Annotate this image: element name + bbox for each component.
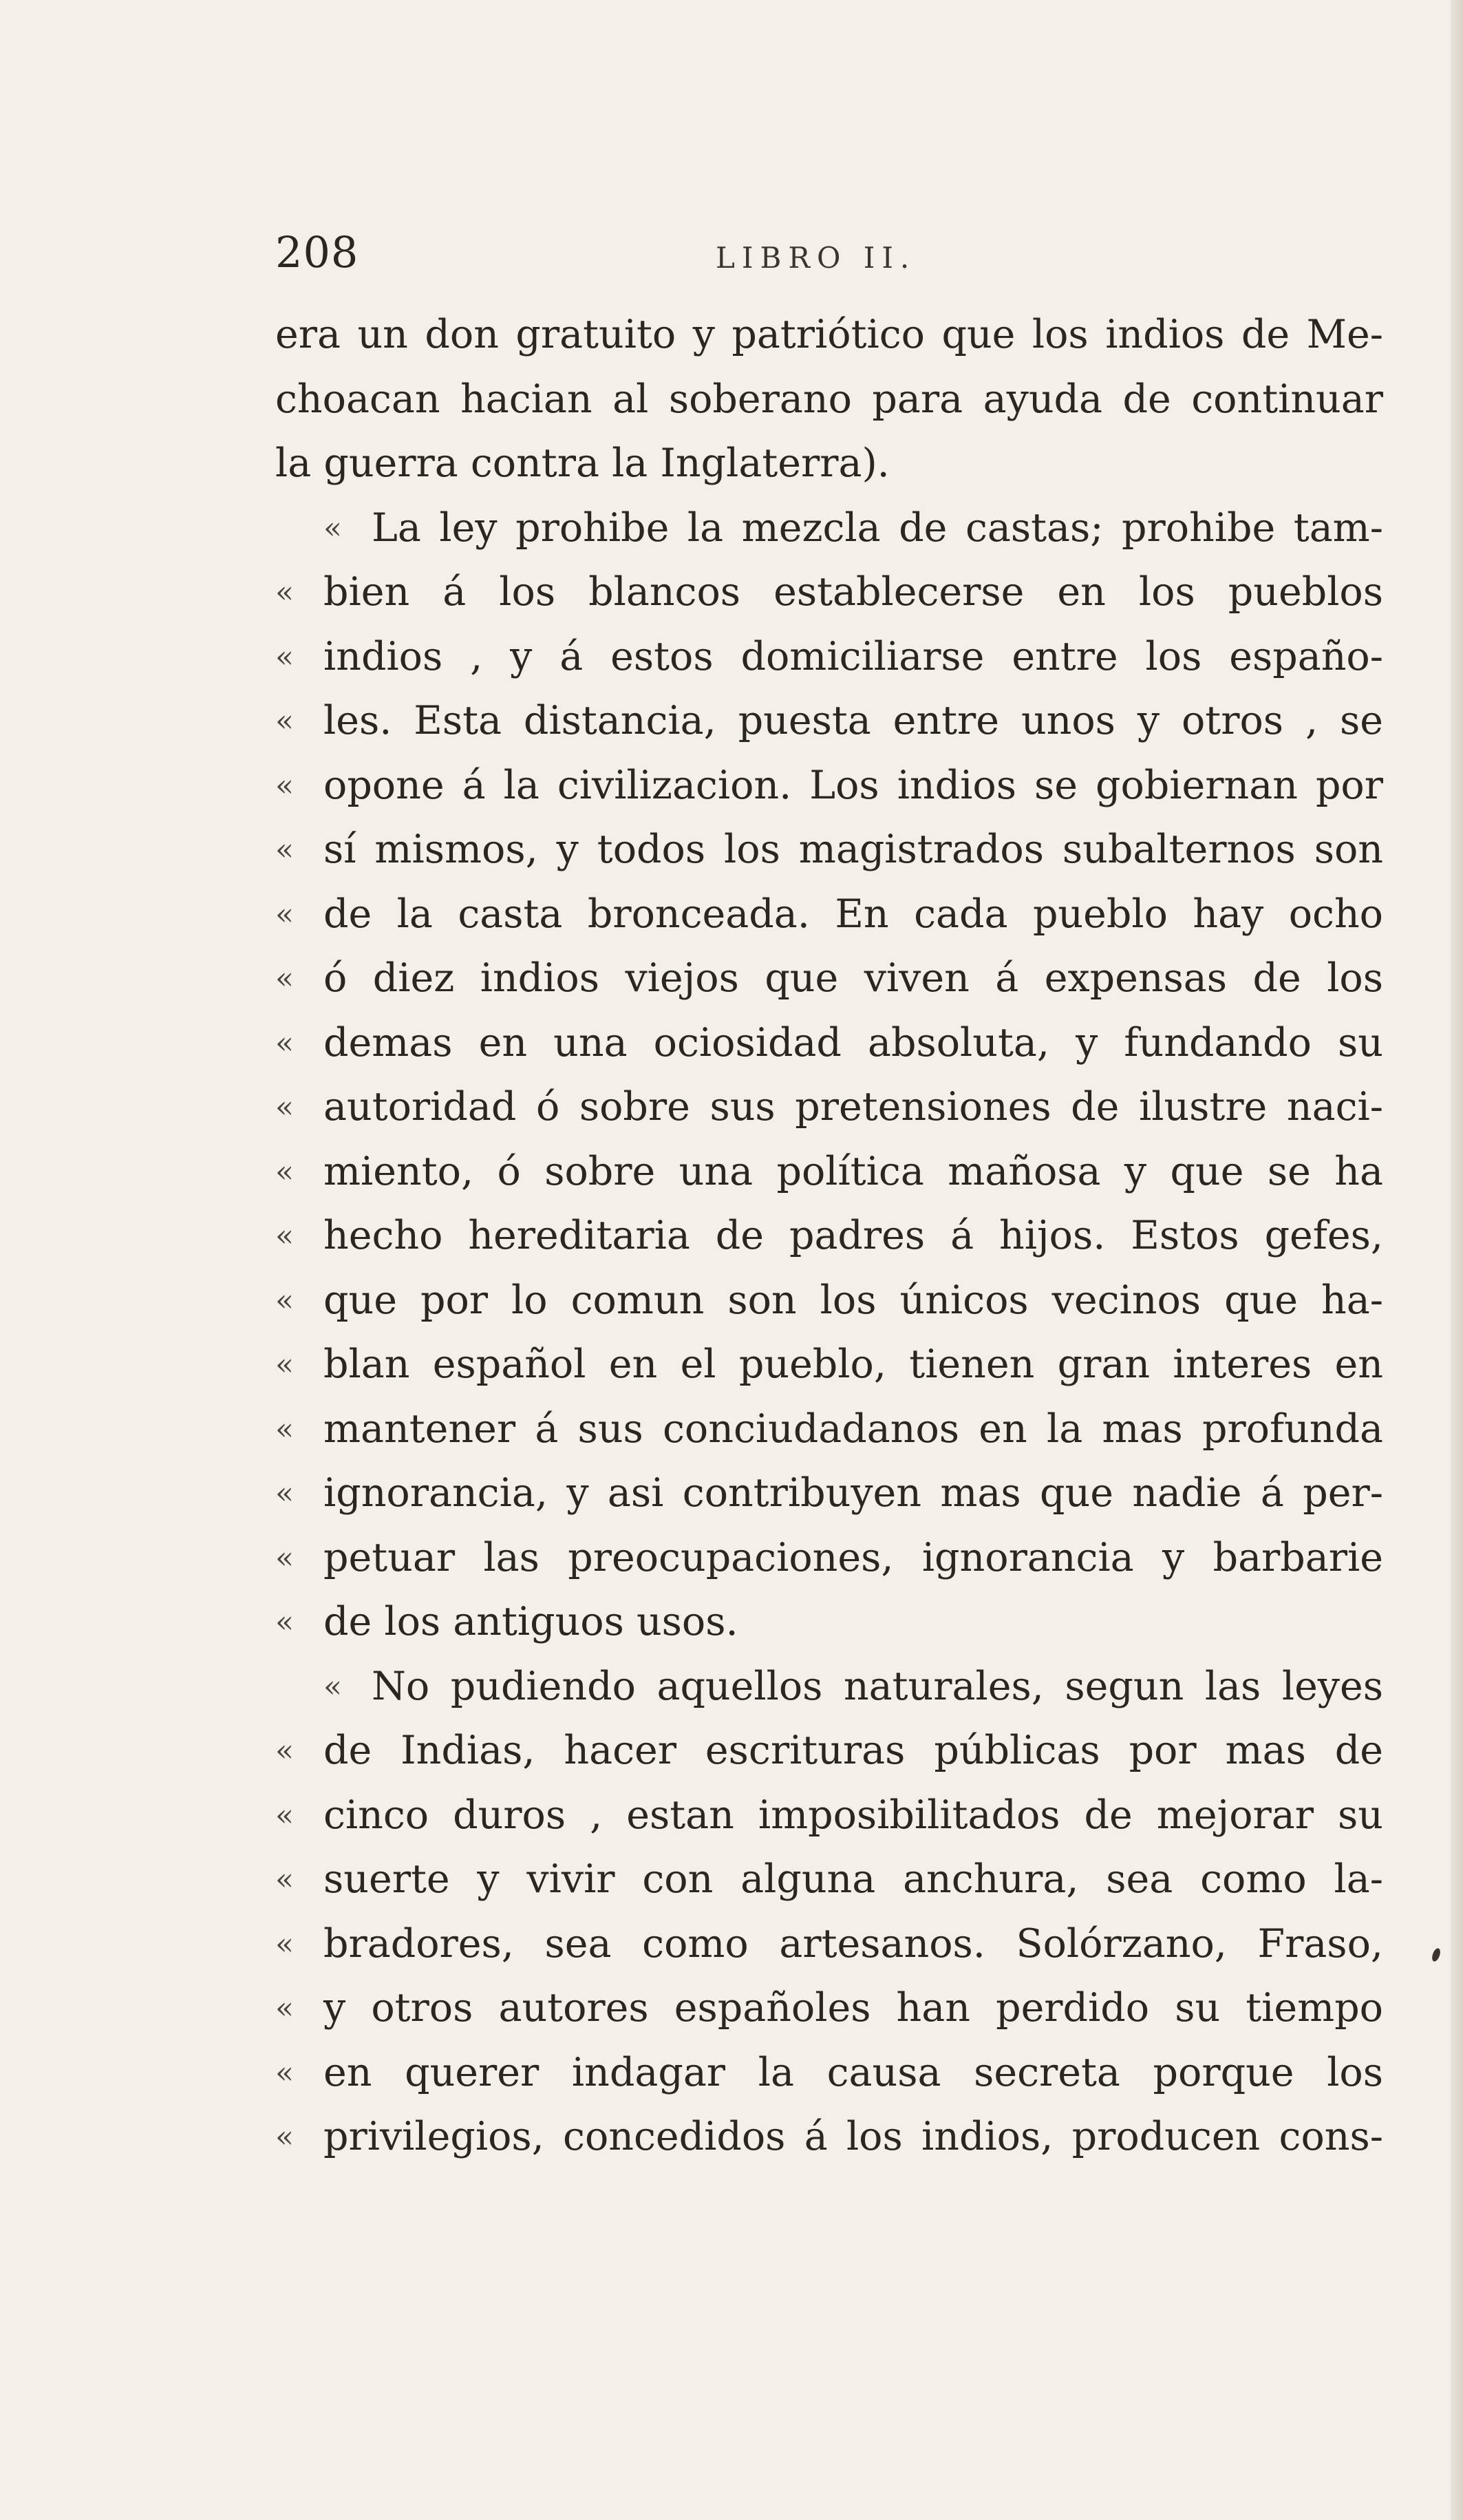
text-line	[275, 1590, 1383, 1655]
line-text: bien á los blancos establecerse en los pueblos	[323, 569, 1383, 615]
quote-mark: «	[275, 1797, 294, 1833]
quote-mark: «	[275, 2055, 294, 2090]
line-text: petuar las preocupaciones, ignorancia y barbarie	[323, 1534, 1383, 1580]
line-text: era un don gratuito y patriótico que los indios de Me-	[275, 312, 1383, 357]
text-line	[275, 946, 1383, 1011]
text-line	[275, 1204, 1383, 1269]
text-line	[275, 1976, 1383, 2041]
text-line	[275, 2105, 1383, 2170]
text-line	[275, 1847, 1383, 1912]
quote-mark: «	[275, 1926, 294, 1962]
text-line	[275, 1783, 1383, 1848]
line-text: mantener á sus conciudadanos en la mas profunda	[323, 1406, 1383, 1452]
text-line	[275, 1912, 1383, 1977]
line-text: ó diez indios viejos que viven á expensas de los	[323, 955, 1383, 1001]
quote-mark: «	[275, 1025, 294, 1061]
line-text: en querer indagar la causa secreta porque los	[323, 2049, 1383, 2095]
quote-mark: «	[275, 575, 294, 610]
line-text: La ley prohibe la mezcla de castas; prohibe tam-	[372, 505, 1383, 551]
text-line	[275, 303, 1383, 368]
quote-mark: «	[275, 1476, 294, 1511]
text-line	[275, 432, 1383, 496]
quote-mark: «	[275, 1090, 294, 1125]
quote-mark: «	[275, 1540, 294, 1576]
text-line	[275, 1075, 1383, 1140]
line-text: de los antiguos usos.	[323, 1599, 738, 1644]
quote-mark: «	[275, 961, 294, 996]
text-line	[275, 754, 1383, 818]
quote-mark: «	[275, 2119, 294, 2154]
text-line	[275, 1461, 1383, 1526]
line-text: bradores, sea como artesanos. Solórzano, Fraso,	[323, 1920, 1383, 1967]
text-line	[275, 1655, 1383, 1719]
text-line	[275, 1011, 1383, 1076]
quote-mark: «	[275, 1347, 294, 1382]
line-text: opone á la civilizacion. Los indios se gobiernan por	[323, 762, 1383, 808]
ink-mark	[1431, 1947, 1442, 1962]
text-line	[275, 1526, 1383, 1591]
page-number: 208	[275, 227, 359, 277]
text-line	[275, 560, 1383, 625]
quote-mark: «	[275, 1733, 294, 1768]
line-text: de Indias, hacer escrituras públicas por mas de	[323, 1728, 1383, 1773]
line-text: No pudiendo aquellos naturales, segun las leyes	[372, 1663, 1383, 1709]
body-text	[275, 303, 1383, 2170]
quote-mark: «	[275, 832, 294, 867]
text-line	[275, 1719, 1383, 1783]
text-line	[275, 1333, 1383, 1397]
line-text: hecho hereditaria de padres á hijos. Estos gefes,	[323, 1213, 1383, 1258]
text-line	[275, 1269, 1383, 1333]
line-text: suerte y vivir con alguna anchura, sea como la-	[323, 1856, 1383, 1902]
line-text: demas en una ociosidad absoluta, y fundando su	[323, 1019, 1383, 1066]
page-edge	[1451, 0, 1463, 2520]
text-line	[275, 496, 1383, 561]
text-line	[275, 689, 1383, 754]
line-text: sí mismos, y todos los magistrados subalternos son	[323, 827, 1383, 872]
text-line	[275, 2041, 1383, 2106]
quote-mark: «	[275, 1605, 294, 1640]
line-text: que por lo comun son los únicos vecinos que ha-	[323, 1277, 1383, 1323]
line-text: autoridad ó sobre sus pretensiones de ilustre naci-	[323, 1084, 1383, 1130]
quote-mark: «	[275, 1282, 294, 1318]
line-text: ignorancia, y asi contribuyen mas que nadie á per-	[323, 1470, 1383, 1516]
line-text: blan español en el pueblo, tienen gran interes en	[323, 1342, 1383, 1387]
quote-mark: «	[275, 639, 294, 675]
line-text: cinco duros , estan imposibilitados de mejorar su	[323, 1792, 1383, 1838]
text-line	[275, 625, 1383, 690]
line-text: la guerra contra la Inglaterra).	[275, 441, 890, 486]
text-line	[275, 368, 1383, 432]
quote-mark: «	[275, 1154, 294, 1189]
line-text: les. Esta distancia, puesta entre unos y otros , se	[323, 698, 1383, 743]
line-text: y otros autores españoles han perdido su tiempo	[323, 1985, 1383, 2031]
text-line	[275, 1397, 1383, 1462]
line-text: de la casta bronceada. En cada pueblo hay ocho	[323, 891, 1383, 937]
quote-mark: «	[323, 1669, 342, 1704]
text-line	[275, 882, 1383, 947]
page-header	[275, 227, 1376, 289]
line-text: miento, ó sobre una política mañosa y que se ha	[323, 1148, 1383, 1194]
quote-mark: «	[323, 510, 342, 546]
quote-mark: «	[275, 1862, 294, 1897]
quote-mark: «	[275, 1218, 294, 1253]
line-text: choacan hacian al soberano para ayuda de continuar	[275, 376, 1383, 422]
quote-mark: «	[275, 1991, 294, 2026]
text-line	[275, 818, 1383, 882]
text-line	[275, 1140, 1383, 1205]
quote-mark: «	[275, 896, 294, 932]
quote-mark: «	[275, 1411, 294, 1447]
quote-mark: «	[275, 767, 294, 803]
line-text: indios , y á estos domiciliarse entre los españo-	[323, 633, 1383, 679]
quote-mark: «	[275, 703, 294, 739]
line-text: privilegios, concedidos á los indios, producen cons-	[323, 2114, 1383, 2159]
running-head: LIBRO II.	[716, 241, 917, 275]
